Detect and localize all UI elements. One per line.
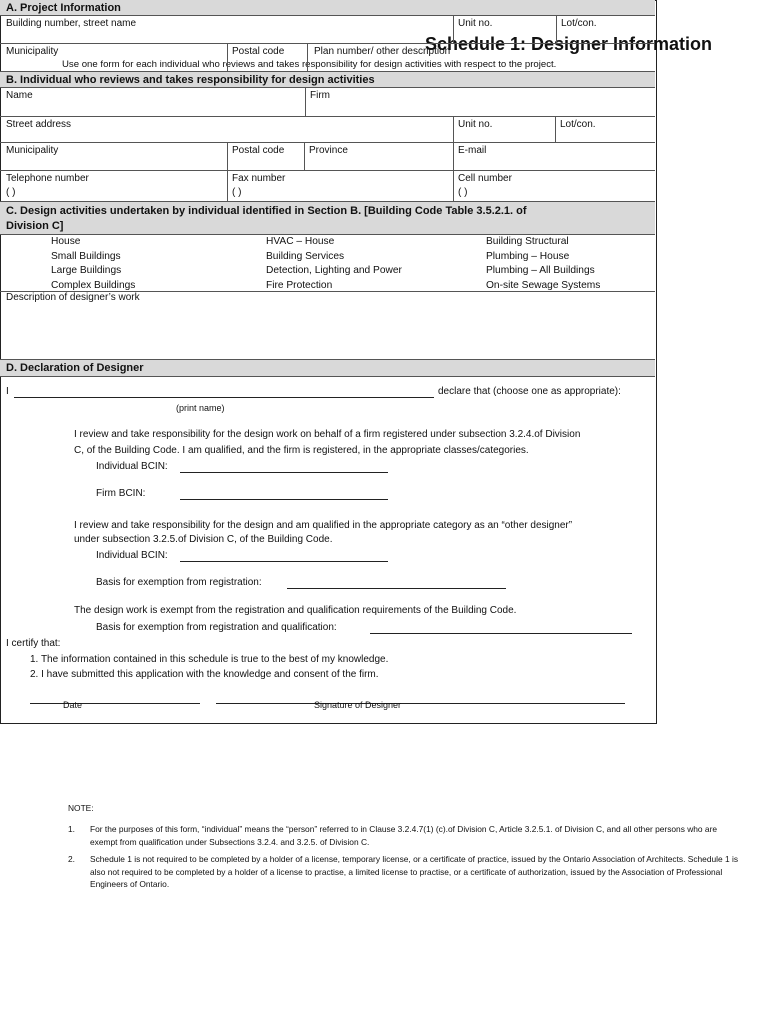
fax-field[interactable] — [227, 171, 453, 201]
activity-building-structural[interactable]: Building Structural — [486, 236, 569, 247]
option1-line2: C, of the Building Code. I am qualified, and the firm is registered, in the appropriate classes/categories. — [74, 445, 529, 456]
basis-exemption-line[interactable] — [287, 588, 506, 589]
note-1-text: For the purposes of this form, “individual” means the “person” referred to in Clause 3.2.4.7(1) (c).of Division C, Article 3.2.5.1. of Division C, and all other persons who are exempt from qualification under Subsections 3.2.4. and 3.2.5. of Division C. — [90, 824, 718, 847]
activity-small-buildings[interactable]: Small Buildings — [51, 250, 121, 262]
province-label: Province — [309, 145, 348, 156]
section-d-heading: D. Declaration of Designer — [0, 360, 655, 377]
individual-bcin-label: Individual BCIN: — [96, 461, 168, 472]
intro-text: Use one form for each individual who reviews and takes responsibility for design activities with respect to the project. — [62, 59, 557, 70]
postal-code-label: Postal code — [232, 46, 285, 57]
b-lot-con-label: Lot/con. — [560, 119, 596, 130]
name-field[interactable] — [0, 88, 305, 116]
activity-house[interactable]: House — [51, 236, 81, 247]
activity-onsite-sewage[interactable]: On-site Sewage Systems — [486, 279, 601, 291]
section-b-heading: B. Individual who reviews and takes responsibility for design activities — [0, 72, 655, 88]
option3-line1[interactable]: The design work is exempt from the registration and qualification requirements of the Building Code. — [74, 605, 517, 616]
section-a-heading: A. Project Information — [0, 0, 655, 16]
note-1-number: 1. — [68, 824, 75, 834]
section-b-row2 — [0, 117, 655, 143]
cell-field[interactable] — [453, 171, 655, 201]
page-title: Schedule 1: Designer Information — [424, 34, 712, 54]
design-activities-list — [0, 235, 655, 292]
section-b-row1 — [0, 88, 655, 117]
basis-exemption-label: Basis for exemption from registration: — [96, 577, 262, 588]
individual-bcin-line[interactable] — [180, 472, 388, 473]
basis-exemption-qual-line[interactable] — [370, 633, 632, 634]
municipality-label: Municipality — [6, 46, 59, 57]
declare-label: declare that (choose one as appropriate): — [438, 386, 621, 397]
activity-large-buildings[interactable]: Large Buildings — [51, 265, 122, 276]
b-unit-no-label: Unit no. — [458, 119, 493, 130]
option1-line1[interactable]: I review and take responsibility for the design work on behalf of a firm registered under subsection 3.2.4.of Division — [74, 429, 581, 440]
unit-no-field[interactable] — [453, 16, 556, 43]
b-postal-code-field[interactable] — [227, 143, 304, 170]
plan-number-field[interactable] — [307, 44, 655, 71]
activity-building-services[interactable]: Building Services — [266, 250, 345, 262]
option2-line1[interactable]: I review and take responsibility for the design and am qualified in the appropriate category as an “other designer” — [74, 520, 573, 531]
declare-i-label: I — [6, 386, 9, 397]
telephone-field[interactable] — [0, 171, 227, 201]
unit-no-label: Unit no. — [458, 18, 493, 29]
building-number-label: Building number, street name — [6, 18, 137, 29]
activity-detection-lighting-power[interactable]: Detection, Lighting and Power — [266, 265, 402, 276]
building-number-field[interactable] — [0, 16, 453, 43]
b-unit-no-field[interactable] — [453, 117, 555, 142]
certify-label: I certify that: — [6, 638, 61, 649]
lot-con-field[interactable] — [556, 16, 655, 43]
section-c-heading-line1: C. Design activities undertaken by individual identified in Section B. [Building Code Table 3.5.2.1. of — [6, 205, 527, 217]
print-name-caption: (print name) — [176, 403, 225, 413]
cell-label: Cell number — [458, 173, 512, 184]
postal-code-field[interactable] — [227, 44, 307, 71]
section-c-heading-line2: Division C] — [6, 220, 64, 232]
basis-exemption-qual-label: Basis for exemption from registration and qualification: — [96, 622, 337, 633]
section-a-row1 — [0, 16, 655, 44]
description-label: Description of designer’s work — [6, 292, 140, 303]
firm-label: Firm — [310, 90, 330, 101]
section-b-row4 — [0, 171, 655, 202]
individual-bcin2-line[interactable] — [180, 561, 388, 562]
b-postal-code-label: Postal code — [232, 145, 285, 156]
fax-label: Fax number — [232, 173, 286, 184]
street-address-field[interactable] — [0, 117, 453, 142]
signature-line[interactable] — [216, 703, 625, 704]
note-2-text: Schedule 1 is not required to be completed by a holder of a license, temporary license, or a certificate of practice, issued by the Ontario Association of Architects. Schedule 1 is also not required to be completed by a holder of a license to practise, a limited license to practise, or a certificate of authorization, issued by the Association of Professional Engineers of Ontario. — [90, 854, 739, 889]
signature-label: Signature of Designer — [314, 700, 402, 710]
street-address-label: Street address — [6, 119, 72, 130]
option2-line2: under subsection 3.2.5.of Division C, of the Building Code. — [74, 534, 333, 545]
name-label: Name — [6, 90, 33, 101]
section-b-row3 — [0, 143, 655, 171]
firm-bcin-line[interactable] — [180, 499, 388, 500]
firm-bcin-label: Firm BCIN: — [96, 488, 146, 499]
date-label: Date — [63, 700, 83, 710]
certify-item-2: 2. I have submitted this application with the knowledge and consent of the firm. — [30, 669, 379, 680]
description-field[interactable] — [0, 292, 655, 360]
province-field[interactable] — [304, 143, 453, 170]
b-municipality-label: Municipality — [6, 145, 59, 156]
telephone-label: Telephone number — [6, 173, 89, 184]
note-label: NOTE: — [68, 803, 94, 813]
individual-bcin2-label: Individual BCIN: — [96, 550, 168, 561]
section-a-row2 — [0, 44, 655, 72]
activity-hvac-house[interactable]: HVAC – House — [266, 236, 335, 247]
b-municipality-field[interactable] — [0, 143, 227, 170]
lot-con-label: Lot/con. — [561, 18, 597, 29]
activity-fire-protection[interactable]: Fire Protection — [266, 279, 333, 291]
plan-number-label: Plan number/ other description — [314, 46, 451, 57]
print-name-line[interactable] — [14, 397, 434, 398]
activity-plumbing-house[interactable]: Plumbing – House — [486, 250, 570, 262]
b-lot-con-field[interactable] — [555, 117, 655, 142]
note-2-number: 2. — [68, 854, 75, 864]
email-field[interactable] — [453, 143, 655, 170]
section-c-heading — [0, 202, 655, 235]
certify-item-1: 1. The information contained in this schedule is true to the best of my knowledge. — [30, 654, 389, 665]
firm-field[interactable] — [305, 88, 655, 116]
activity-plumbing-all-buildings[interactable]: Plumbing – All Buildings — [486, 265, 595, 276]
activity-complex-buildings[interactable]: Complex Buildings — [51, 279, 136, 291]
municipality-field[interactable] — [0, 44, 227, 71]
fax-area-code: ( ) — [232, 187, 242, 198]
cell-area-code: ( ) — [458, 187, 468, 198]
telephone-area-code: ( ) — [6, 187, 16, 198]
date-line[interactable] — [30, 703, 200, 704]
email-label: E-mail — [458, 145, 487, 156]
